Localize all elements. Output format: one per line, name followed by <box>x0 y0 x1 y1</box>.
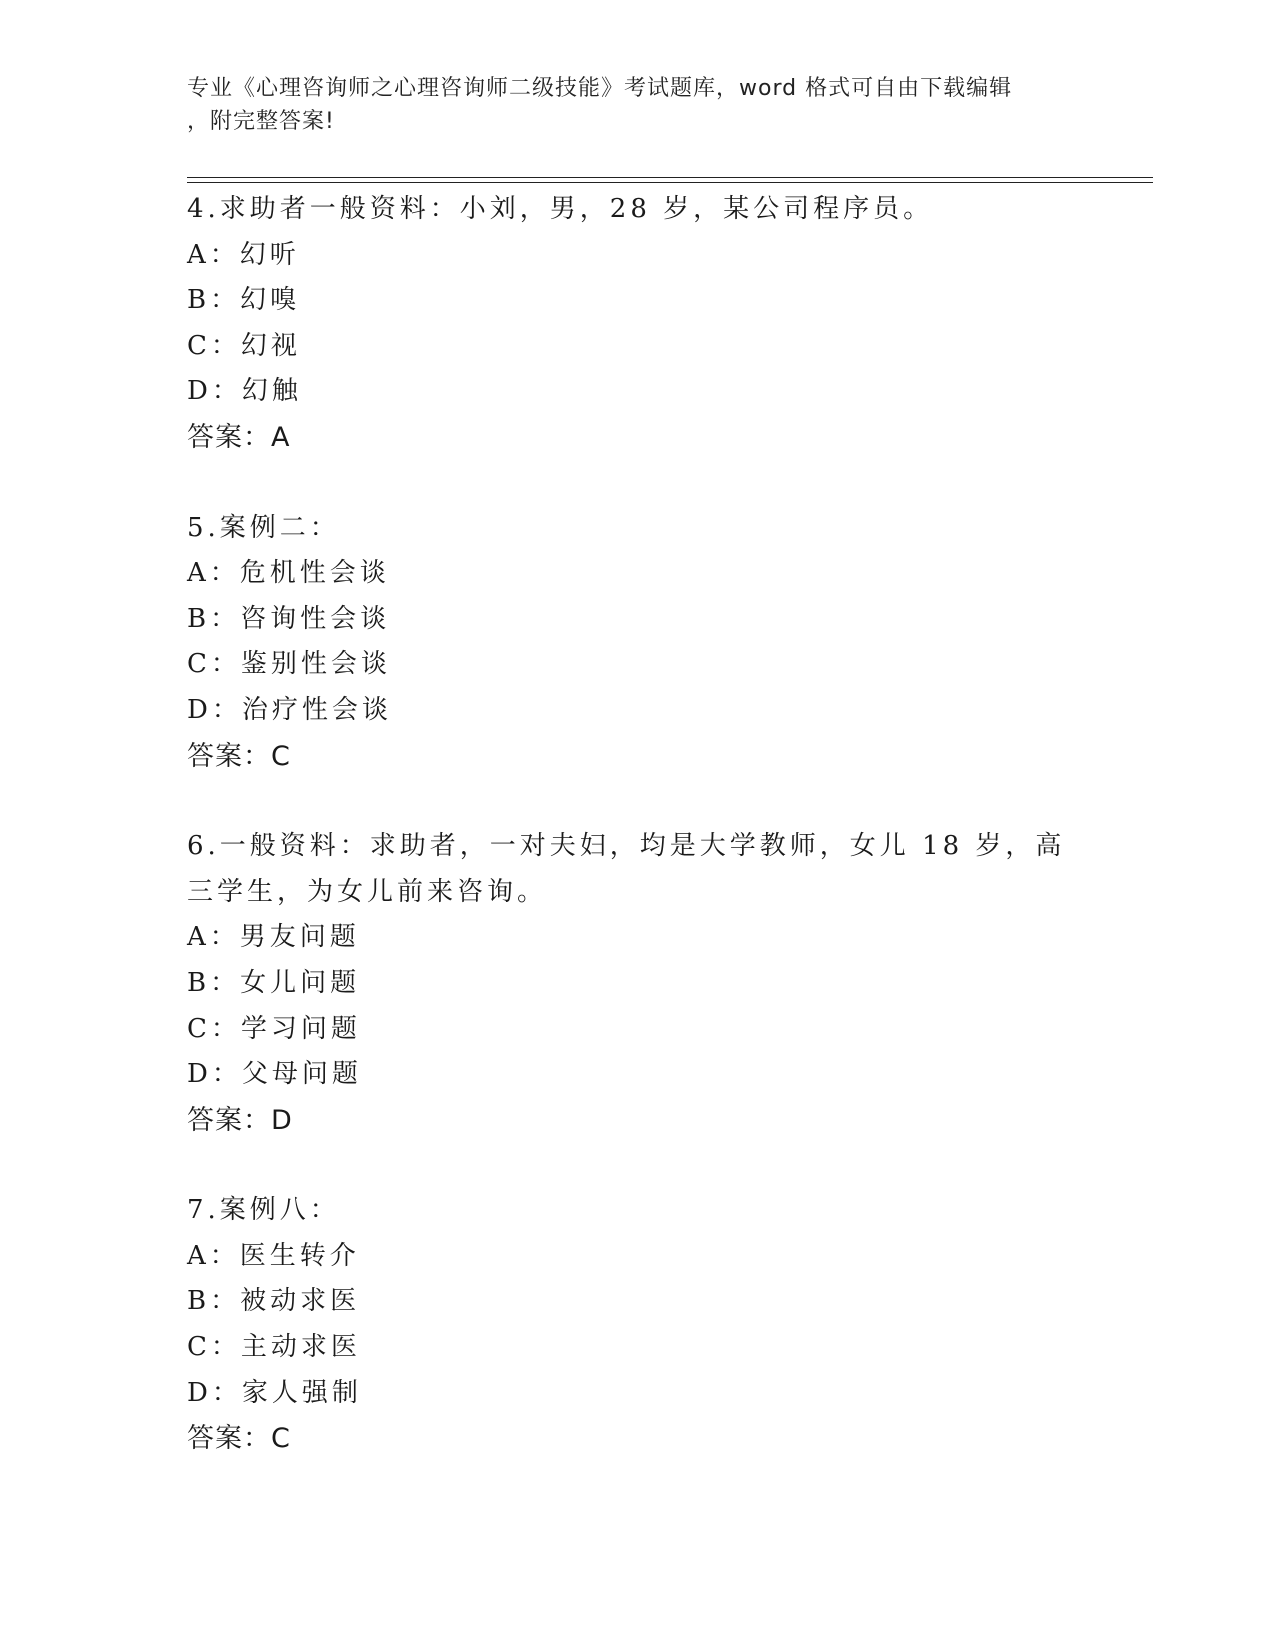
option-b: B：被动求医 <box>187 1286 361 1317</box>
question-4 <box>187 187 1107 461</box>
option-d: D：幻触 <box>187 376 302 407</box>
option-b: B：幻嗅 <box>187 285 301 316</box>
question-6 <box>187 824 1107 1143</box>
option-a: A：男友问题 <box>187 922 360 953</box>
option-d: D：家人强制 <box>187 1377 362 1408</box>
option-a: A：医生转介 <box>187 1240 360 1271</box>
option-a: A：危机性会谈 <box>187 558 390 589</box>
header-line-2: ，附完整答案! <box>187 109 335 134</box>
question-5 <box>187 506 1107 780</box>
option-c: C：主动求医 <box>187 1332 361 1363</box>
answer: 答案：D <box>187 1104 293 1136</box>
answer: 答案：C <box>187 1423 291 1455</box>
document-header <box>187 72 1087 138</box>
option-b: B：咨询性会谈 <box>187 603 391 634</box>
option-b: B：女儿问题 <box>187 967 361 998</box>
answer: 答案：A <box>187 421 291 453</box>
question-stem: 5.案例二： <box>187 512 340 543</box>
option-c: C：鉴别性会谈 <box>187 649 391 680</box>
header-divider-top <box>187 177 1153 178</box>
header-divider-bottom <box>187 182 1153 183</box>
option-c: C：幻视 <box>187 330 301 361</box>
question-stem: 6.一般资料：求助者，一对夫妇，均是大学教师，女儿 18 岁，高三学生，为女儿前来咨询。 <box>187 831 1066 907</box>
option-c: C：学习问题 <box>187 1013 361 1044</box>
option-d: D：父母问题 <box>187 1059 362 1090</box>
option-a: A：幻听 <box>187 239 300 270</box>
question-7 <box>187 1188 1107 1462</box>
question-list <box>187 187 1107 1507</box>
question-stem: 4.求助者一般资料：小刘，男，28 岁，某公司程序员。 <box>187 194 934 224</box>
question-stem: 7.案例八： <box>187 1195 340 1226</box>
header-line-1: 专业《心理咨询师之心理咨询师二级技能》考试题库，word 格式可自由下载编辑 <box>187 76 1013 101</box>
answer: 答案：C <box>187 740 291 772</box>
option-d: D：治疗性会谈 <box>187 694 392 725</box>
